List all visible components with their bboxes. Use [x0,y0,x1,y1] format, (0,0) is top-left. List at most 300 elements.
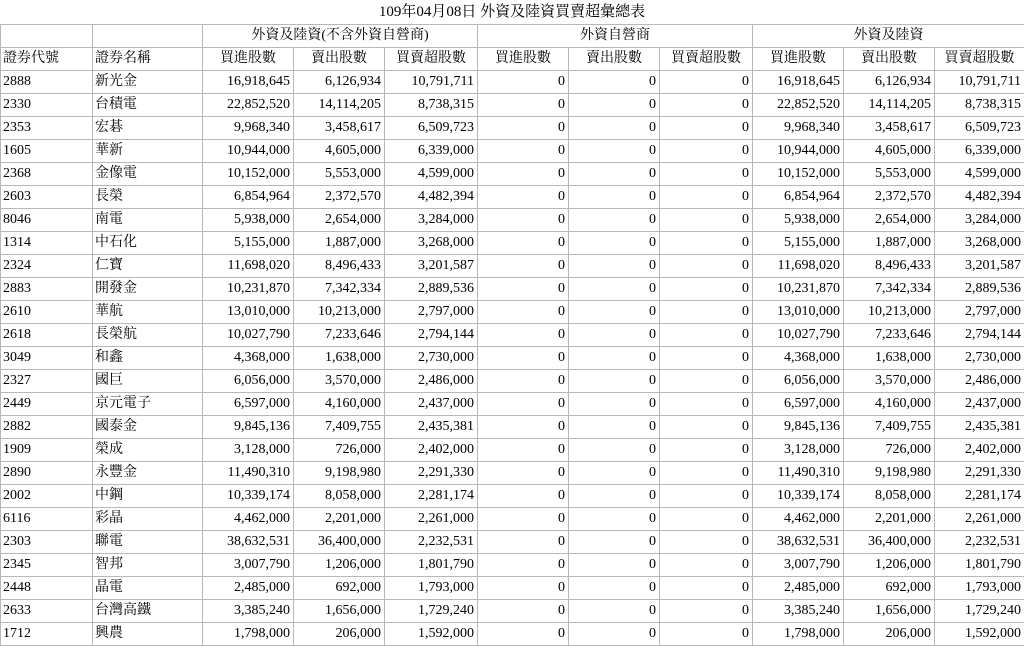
cell-sell-shares: 1,206,000 [844,554,935,577]
cell-sell-shares: 2,654,000 [294,209,385,232]
cell-buy-shares: 13,010,000 [753,301,844,324]
cell-buy-shares: 0 [478,416,569,439]
cell-stock-code: 2882 [1,416,93,439]
cell-net-shares: 0 [660,462,753,485]
cell-stock-name: 晶電 [93,577,203,600]
cell-sell-shares: 2,372,570 [294,186,385,209]
cell-sell-shares: 2,654,000 [844,209,935,232]
cell-stock-name: 長榮 [93,186,203,209]
cell-net-shares: 2,486,000 [385,370,478,393]
table-row [1,416,1024,439]
cell-buy-shares: 11,490,310 [753,462,844,485]
group-header-row [1,25,1024,48]
cell-buy-shares: 11,698,020 [753,255,844,278]
cell-buy-shares: 9,968,340 [203,117,294,140]
cell-sell-shares: 726,000 [844,439,935,462]
cell-net-shares: 4,482,394 [385,186,478,209]
summary-table [0,24,1024,646]
cell-buy-shares: 0 [478,600,569,623]
cell-buy-shares: 10,339,174 [203,485,294,508]
cell-buy-shares: 5,155,000 [203,232,294,255]
cell-net-shares: 0 [660,370,753,393]
cell-net-shares: 4,599,000 [935,163,1024,186]
table-row [1,71,1024,94]
cell-net-shares: 0 [660,163,753,186]
cell-stock-code: 8046 [1,209,93,232]
cell-net-shares: 0 [660,485,753,508]
cell-sell-shares: 7,233,646 [294,324,385,347]
column-header-sell: 賣出股數 [844,48,935,71]
cell-buy-shares: 6,597,000 [753,393,844,416]
cell-net-shares: 2,730,000 [385,347,478,370]
cell-sell-shares: 8,496,433 [294,255,385,278]
cell-net-shares: 3,268,000 [385,232,478,255]
cell-stock-name: 國巨 [93,370,203,393]
sheet-title: 109年04月08日 外資及陸資買賣超彙總表 [0,0,1024,24]
cell-sell-shares: 0 [569,577,660,600]
table-row [1,255,1024,278]
cell-buy-shares: 22,852,520 [753,94,844,117]
cell-stock-name: 京元電子 [93,393,203,416]
cell-net-shares: 1,592,000 [935,623,1024,646]
cell-net-shares: 0 [660,347,753,370]
cell-stock-code: 2330 [1,94,93,117]
table-row [1,117,1024,140]
cell-buy-shares: 0 [478,393,569,416]
cell-net-shares: 3,201,587 [935,255,1024,278]
cell-buy-shares: 3,007,790 [203,554,294,577]
cell-sell-shares: 4,605,000 [844,140,935,163]
cell-sell-shares: 726,000 [294,439,385,462]
cell-stock-code: 2368 [1,163,93,186]
column-header-code: 證券代號 [1,48,93,71]
table-row [1,370,1024,393]
cell-sell-shares: 0 [569,278,660,301]
cell-buy-shares: 4,368,000 [203,347,294,370]
cell-sell-shares: 0 [569,508,660,531]
cell-net-shares: 2,889,536 [935,278,1024,301]
table-row [1,623,1024,646]
cell-buy-shares: 11,698,020 [203,255,294,278]
column-header-buy: 買進股數 [478,48,569,71]
cell-net-shares: 0 [660,531,753,554]
cell-buy-shares: 9,845,136 [753,416,844,439]
cell-stock-name: 中鋼 [93,485,203,508]
cell-sell-shares: 0 [569,324,660,347]
cell-net-shares: 0 [660,324,753,347]
cell-buy-shares: 3,007,790 [753,554,844,577]
cell-buy-shares: 10,152,000 [753,163,844,186]
table-row [1,94,1024,117]
cell-sell-shares: 14,114,205 [844,94,935,117]
cell-sell-shares: 7,233,646 [844,324,935,347]
cell-stock-name: 榮成 [93,439,203,462]
table-row [1,140,1024,163]
cell-buy-shares: 4,368,000 [753,347,844,370]
table-row [1,232,1024,255]
cell-net-shares: 6,509,723 [385,117,478,140]
cell-sell-shares: 0 [569,416,660,439]
cell-sell-shares: 1,887,000 [844,232,935,255]
cell-buy-shares: 0 [478,94,569,117]
cell-net-shares: 0 [660,600,753,623]
cell-sell-shares: 2,372,570 [844,186,935,209]
cell-buy-shares: 38,632,531 [753,531,844,554]
cell-buy-shares: 22,852,520 [203,94,294,117]
cell-net-shares: 2,261,000 [935,508,1024,531]
table-row [1,163,1024,186]
cell-sell-shares: 6,126,934 [844,71,935,94]
cell-sell-shares: 2,201,000 [844,508,935,531]
cell-net-shares: 3,284,000 [935,209,1024,232]
cell-stock-code: 2353 [1,117,93,140]
cell-net-shares: 2,281,174 [935,485,1024,508]
cell-stock-code: 2618 [1,324,93,347]
cell-sell-shares: 0 [569,600,660,623]
cell-net-shares: 0 [660,255,753,278]
cell-buy-shares: 2,485,000 [203,577,294,600]
cell-sell-shares: 36,400,000 [844,531,935,554]
cell-stock-name: 金像電 [93,163,203,186]
cell-sell-shares: 692,000 [844,577,935,600]
cell-sell-shares: 7,342,334 [294,278,385,301]
cell-buy-shares: 38,632,531 [203,531,294,554]
cell-stock-name: 開發金 [93,278,203,301]
cell-buy-shares: 0 [478,71,569,94]
cell-sell-shares: 3,570,000 [294,370,385,393]
cell-net-shares: 1,592,000 [385,623,478,646]
group-header-blank [1,25,93,48]
cell-net-shares: 2,794,144 [935,324,1024,347]
cell-net-shares: 0 [660,209,753,232]
cell-sell-shares: 4,160,000 [294,393,385,416]
cell-buy-shares: 3,128,000 [203,439,294,462]
cell-stock-name: 和鑫 [93,347,203,370]
cell-stock-name: 仁寶 [93,255,203,278]
table-row [1,485,1024,508]
cell-stock-code: 2610 [1,301,93,324]
table-row [1,209,1024,232]
column-header-buy: 買進股數 [753,48,844,71]
cell-buy-shares: 10,152,000 [203,163,294,186]
cell-sell-shares: 3,458,617 [844,117,935,140]
cell-buy-shares: 0 [478,117,569,140]
cell-sell-shares: 8,058,000 [294,485,385,508]
cell-stock-code: 2324 [1,255,93,278]
cell-stock-code: 2890 [1,462,93,485]
table-row [1,393,1024,416]
cell-net-shares: 6,339,000 [385,140,478,163]
cell-net-shares: 2,797,000 [935,301,1024,324]
cell-stock-name: 南電 [93,209,203,232]
table-row [1,462,1024,485]
column-header-net: 買賣超股數 [935,48,1024,71]
cell-sell-shares: 1,206,000 [294,554,385,577]
table-body [1,71,1024,646]
cell-net-shares: 3,201,587 [385,255,478,278]
cell-net-shares: 0 [660,71,753,94]
cell-net-shares: 4,482,394 [935,186,1024,209]
cell-sell-shares: 9,198,980 [294,462,385,485]
cell-buy-shares: 9,845,136 [203,416,294,439]
cell-net-shares: 10,791,711 [935,71,1024,94]
cell-sell-shares: 4,605,000 [294,140,385,163]
cell-buy-shares: 13,010,000 [203,301,294,324]
table-row [1,439,1024,462]
cell-sell-shares: 9,198,980 [844,462,935,485]
cell-sell-shares: 5,553,000 [294,163,385,186]
cell-sell-shares: 8,058,000 [844,485,935,508]
cell-stock-name: 長榮航 [93,324,203,347]
cell-buy-shares: 6,854,964 [203,186,294,209]
cell-buy-shares: 4,462,000 [203,508,294,531]
cell-stock-code: 1605 [1,140,93,163]
cell-net-shares: 2,402,000 [385,439,478,462]
table-row [1,278,1024,301]
cell-net-shares: 3,268,000 [935,232,1024,255]
cell-sell-shares: 0 [569,255,660,278]
table-row [1,186,1024,209]
cell-net-shares: 0 [660,623,753,646]
cell-sell-shares: 7,409,755 [294,416,385,439]
cell-sell-shares: 0 [569,554,660,577]
cell-stock-name: 興農 [93,623,203,646]
cell-sell-shares: 1,656,000 [294,600,385,623]
cell-buy-shares: 0 [478,232,569,255]
cell-net-shares: 0 [660,301,753,324]
cell-buy-shares: 5,938,000 [203,209,294,232]
cell-stock-name: 聯電 [93,531,203,554]
cell-sell-shares: 1,638,000 [294,347,385,370]
cell-buy-shares: 0 [478,347,569,370]
cell-net-shares: 2,232,531 [385,531,478,554]
cell-buy-shares: 3,128,000 [753,439,844,462]
cell-buy-shares: 0 [478,531,569,554]
cell-stock-code: 3049 [1,347,93,370]
cell-sell-shares: 692,000 [294,577,385,600]
cell-net-shares: 0 [660,393,753,416]
group-header-blank [93,25,203,48]
cell-net-shares: 0 [660,140,753,163]
cell-buy-shares: 6,056,000 [753,370,844,393]
cell-sell-shares: 0 [569,301,660,324]
cell-net-shares: 2,281,174 [385,485,478,508]
cell-stock-name: 台灣高鐵 [93,600,203,623]
cell-sell-shares: 0 [569,439,660,462]
cell-sell-shares: 0 [569,186,660,209]
table-row [1,508,1024,531]
cell-stock-code: 2449 [1,393,93,416]
cell-buy-shares: 10,944,000 [203,140,294,163]
cell-sell-shares: 1,656,000 [844,600,935,623]
cell-sell-shares: 6,126,934 [294,71,385,94]
cell-buy-shares: 1,798,000 [203,623,294,646]
cell-net-shares: 0 [660,117,753,140]
cell-sell-shares: 0 [569,623,660,646]
cell-buy-shares: 10,339,174 [753,485,844,508]
column-header-row [1,48,1024,71]
cell-buy-shares: 4,462,000 [753,508,844,531]
cell-buy-shares: 0 [478,324,569,347]
cell-sell-shares: 206,000 [844,623,935,646]
cell-stock-name: 永豐金 [93,462,203,485]
cell-stock-code: 2888 [1,71,93,94]
column-header-buy: 買進股數 [203,48,294,71]
cell-buy-shares: 10,944,000 [753,140,844,163]
cell-sell-shares: 10,213,000 [294,301,385,324]
group-header-foreign-total: 外資及陸資 [753,25,1024,48]
cell-sell-shares: 0 [569,117,660,140]
cell-net-shares: 0 [660,186,753,209]
cell-net-shares: 3,284,000 [385,209,478,232]
cell-net-shares: 2,291,330 [935,462,1024,485]
cell-buy-shares: 0 [478,577,569,600]
cell-stock-code: 2883 [1,278,93,301]
cell-stock-code: 1712 [1,623,93,646]
cell-buy-shares: 3,385,240 [203,600,294,623]
cell-net-shares: 1,793,000 [935,577,1024,600]
table-row [1,600,1024,623]
cell-stock-code: 2448 [1,577,93,600]
cell-sell-shares: 0 [569,531,660,554]
cell-net-shares: 2,402,000 [935,439,1024,462]
cell-stock-code: 2327 [1,370,93,393]
cell-net-shares: 2,794,144 [385,324,478,347]
table-row [1,347,1024,370]
column-header-net: 買賣超股數 [385,48,478,71]
cell-stock-name: 中石化 [93,232,203,255]
cell-net-shares: 2,437,000 [935,393,1024,416]
cell-buy-shares: 0 [478,508,569,531]
cell-buy-shares: 6,854,964 [753,186,844,209]
cell-net-shares: 2,437,000 [385,393,478,416]
cell-stock-code: 1314 [1,232,93,255]
group-header-foreign-excl-dealers: 外資及陸資(不含外資自營商) [203,25,478,48]
cell-sell-shares: 206,000 [294,623,385,646]
cell-net-shares: 2,889,536 [385,278,478,301]
cell-net-shares: 0 [660,278,753,301]
table-row [1,554,1024,577]
cell-net-shares: 0 [660,416,753,439]
cell-sell-shares: 8,496,433 [844,255,935,278]
cell-net-shares: 0 [660,439,753,462]
cell-sell-shares: 0 [569,370,660,393]
cell-sell-shares: 14,114,205 [294,94,385,117]
cell-stock-code: 1909 [1,439,93,462]
cell-buy-shares: 0 [478,439,569,462]
cell-net-shares: 1,793,000 [385,577,478,600]
cell-net-shares: 8,738,315 [935,94,1024,117]
cell-stock-name: 國泰金 [93,416,203,439]
cell-sell-shares: 0 [569,462,660,485]
cell-net-shares: 10,791,711 [385,71,478,94]
table-row [1,531,1024,554]
cell-sell-shares: 7,409,755 [844,416,935,439]
cell-net-shares: 6,509,723 [935,117,1024,140]
cell-sell-shares: 0 [569,163,660,186]
table-row [1,577,1024,600]
cell-buy-shares: 5,938,000 [753,209,844,232]
cell-buy-shares: 0 [478,370,569,393]
cell-buy-shares: 10,027,790 [753,324,844,347]
table-row [1,324,1024,347]
cell-sell-shares: 2,201,000 [294,508,385,531]
cell-buy-shares: 10,027,790 [203,324,294,347]
cell-net-shares: 0 [660,508,753,531]
cell-net-shares: 1,801,790 [385,554,478,577]
cell-buy-shares: 6,056,000 [203,370,294,393]
cell-net-shares: 6,339,000 [935,140,1024,163]
cell-stock-code: 2345 [1,554,93,577]
table-row [1,301,1024,324]
cell-net-shares: 2,232,531 [935,531,1024,554]
cell-net-shares: 4,599,000 [385,163,478,186]
cell-stock-code: 2633 [1,600,93,623]
cell-sell-shares: 10,213,000 [844,301,935,324]
cell-buy-shares: 5,155,000 [753,232,844,255]
cell-sell-shares: 1,887,000 [294,232,385,255]
cell-net-shares: 0 [660,554,753,577]
cell-stock-name: 智邦 [93,554,203,577]
cell-buy-shares: 0 [478,209,569,232]
cell-buy-shares: 0 [478,554,569,577]
cell-net-shares: 2,797,000 [385,301,478,324]
cell-sell-shares: 0 [569,140,660,163]
cell-stock-name: 新光金 [93,71,203,94]
cell-net-shares: 0 [660,232,753,255]
cell-sell-shares: 0 [569,347,660,370]
cell-stock-code: 6116 [1,508,93,531]
cell-stock-name: 宏碁 [93,117,203,140]
cell-net-shares: 2,261,000 [385,508,478,531]
cell-stock-name: 華新 [93,140,203,163]
cell-sell-shares: 0 [569,485,660,508]
cell-buy-shares: 0 [478,186,569,209]
column-header-name: 證券名稱 [93,48,203,71]
cell-buy-shares: 3,385,240 [753,600,844,623]
cell-net-shares: 0 [660,94,753,117]
cell-buy-shares: 11,490,310 [203,462,294,485]
cell-stock-code: 2603 [1,186,93,209]
cell-buy-shares: 9,968,340 [753,117,844,140]
cell-buy-shares: 10,231,870 [203,278,294,301]
cell-buy-shares: 0 [478,301,569,324]
cell-stock-name: 彩晶 [93,508,203,531]
cell-net-shares: 1,801,790 [935,554,1024,577]
cell-net-shares: 2,435,381 [385,416,478,439]
column-header-sell: 賣出股數 [569,48,660,71]
cell-sell-shares: 4,160,000 [844,393,935,416]
column-header-net: 買賣超股數 [660,48,753,71]
cell-stock-code: 2002 [1,485,93,508]
cell-sell-shares: 0 [569,94,660,117]
column-header-sell: 賣出股數 [294,48,385,71]
cell-buy-shares: 0 [478,485,569,508]
cell-buy-shares: 0 [478,278,569,301]
cell-net-shares: 2,730,000 [935,347,1024,370]
cell-sell-shares: 0 [569,393,660,416]
cell-sell-shares: 0 [569,209,660,232]
cell-sell-shares: 36,400,000 [294,531,385,554]
cell-sell-shares: 5,553,000 [844,163,935,186]
cell-sell-shares: 1,638,000 [844,347,935,370]
group-header-foreign-dealers: 外資自營商 [478,25,753,48]
cell-stock-name: 華航 [93,301,203,324]
cell-sell-shares: 3,570,000 [844,370,935,393]
cell-sell-shares: 0 [569,232,660,255]
cell-buy-shares: 0 [478,623,569,646]
cell-net-shares: 0 [660,577,753,600]
